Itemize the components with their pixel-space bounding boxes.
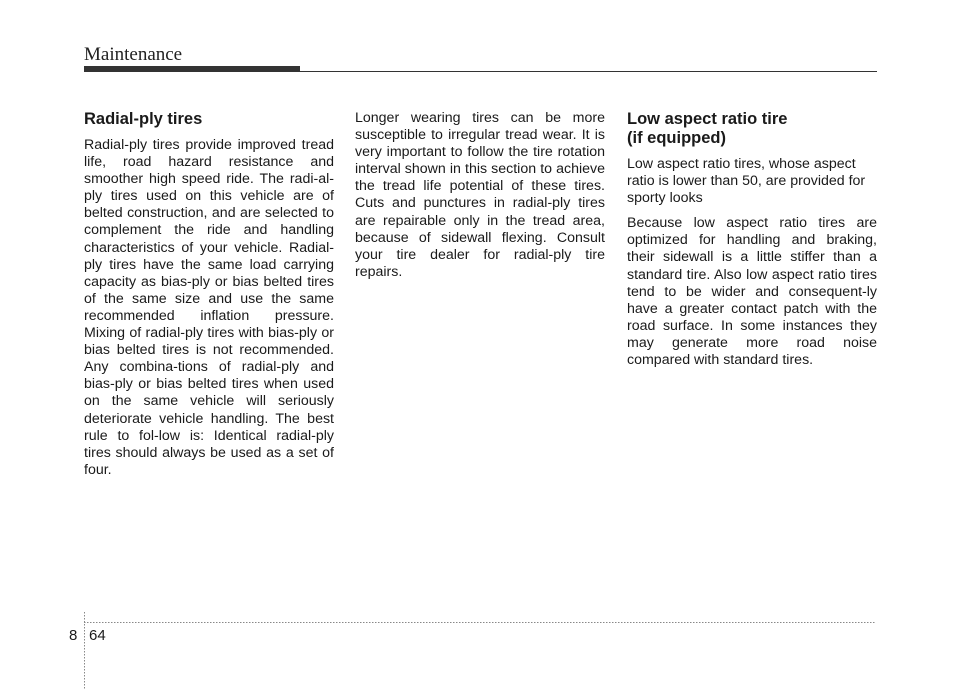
heading-low-aspect-line1: Low aspect ratio tire: [627, 110, 788, 128]
footer-page-number: 64: [89, 627, 106, 644]
column-radial-ply: [84, 110, 334, 487]
header-rule-thin: [84, 71, 877, 72]
column-tread-wear: [355, 110, 605, 289]
paragraph-low-aspect-1: Low aspect ratio tires, whose aspect ratio is lower than 50, are provided for sporty looks: [627, 156, 866, 207]
header-title: Maintenance: [84, 44, 183, 65]
footer-divider: [84, 612, 85, 689]
heading-low-aspect-line2: (if equipped): [627, 129, 726, 147]
paragraph-tread-wear: Longer wearing tires can be more susceptible to irregular tread wear. It is very important to follow the tire rotation interval shown in this section to achieve the tread life potential of these tires. Cuts and punctures in radial-ply tires are repairable only in the tread area, because of sidewall flexing. Consult your tire dealer for radial-ply tire repairs.: [355, 110, 605, 280]
column-low-aspect: [627, 110, 877, 377]
heading-low-aspect: [627, 110, 877, 148]
heading-radial-ply: Radial-ply tires: [84, 110, 203, 128]
paragraph-low-aspect-2: Because low aspect ratio tires are optimized for handling and braking, their sidewall is a little stiffer than a standard tire. Also low aspect ratio tires tend to be wider and consequent-ly have a greater contact patch with the road surface. In some instances they may generate more road noise compared with standard tires.: [627, 215, 877, 369]
footer-chapter-number: 8: [69, 627, 78, 644]
paragraph-radial-ply: Radial-ply tires provide improved tread life, road hazard resistance and smoother high speed ride. The radi-al-ply tires used on this vehicle are of belted construction, and are selected to complement the ride and handling characteristics of your vehicle. Radial-ply tires have the same load carrying capacity as bias-ply or bias belted tires of the same size and use the same recommended inflation pressure. Mixing of radial-ply tires with bias-ply or bias belted tires is not recommended. Any combina-tions of radial-ply and bias-ply or bias belted tires when used on the same vehicle will seriously deteriorate vehicle handling. The best rule to fol-low is: Identical radial-ply tires should always be used as a set of four.: [84, 137, 334, 478]
footer-rule: [84, 622, 876, 623]
